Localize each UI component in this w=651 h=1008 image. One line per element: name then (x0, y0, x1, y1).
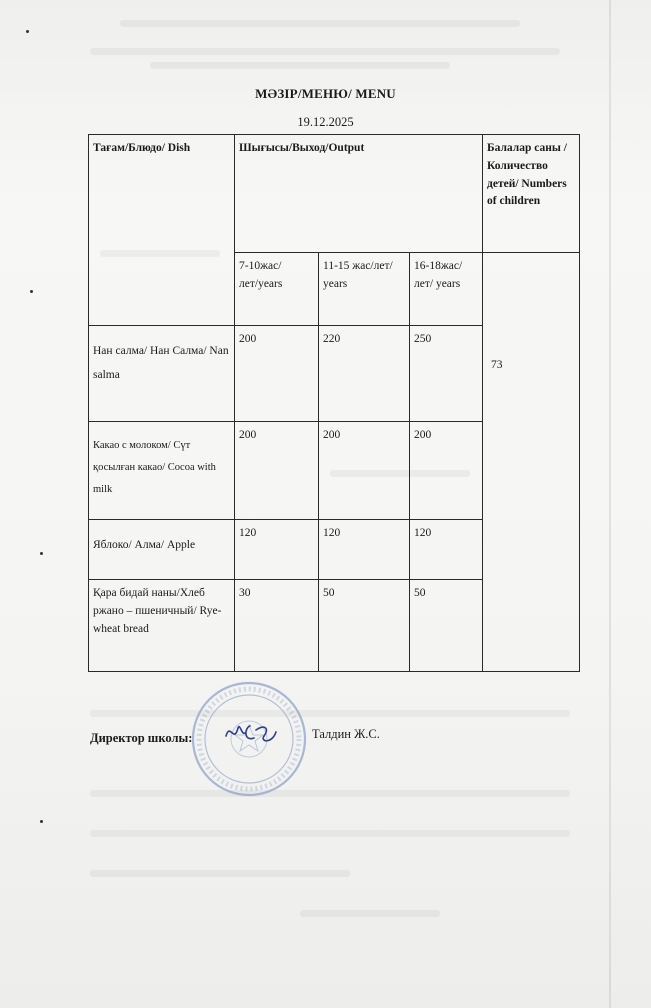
value-7-10: 200 (235, 422, 319, 520)
menu-table (88, 134, 580, 672)
value-16-18: 200 (410, 422, 483, 520)
director-signature (220, 718, 280, 748)
age-group-11-15: 11-15 жас/лет/ years (319, 253, 410, 326)
header-output: Шығысы/Выход/Output (235, 135, 483, 253)
menu-title: МӘЗІР/МЕНЮ/ MENU (255, 86, 396, 101)
dish-name: Қара бидай наны/Хлеб ржано – пшеничный/ Rye-wheat bread (89, 580, 235, 672)
children-count: 73 (491, 359, 503, 371)
header-dish: Тағам/Блюдо/ Dish (89, 135, 235, 326)
dish-name: Какао с молоком/ Сүт қосылған какао/ Cocoa with milk (89, 422, 235, 520)
dish-name: Нан салма/ Нан Салма/ Nan salma (89, 326, 235, 422)
age-group-16-18: 16-18жас/лет/ years (410, 253, 483, 326)
value-7-10: 120 (235, 520, 319, 580)
value-11-15: 220 (319, 326, 410, 422)
age-group-7-10: 7-10жас/лет/years (235, 253, 319, 326)
dish-name: Яблоко/ Алма/ Apple (89, 520, 235, 580)
director-name: Талдин Ж.С. (312, 727, 380, 741)
value-11-15: 120 (319, 520, 410, 580)
value-16-18: 120 (410, 520, 483, 580)
value-16-18: 250 (410, 326, 483, 422)
value-7-10: 30 (235, 580, 319, 672)
value-7-10: 200 (235, 326, 319, 422)
value-11-15: 200 (319, 422, 410, 520)
header-children: Балалар саны /Количество детей/ Numbers of children (483, 135, 580, 253)
menu-date: 19.12.2025 (297, 115, 354, 129)
value-11-15: 50 (319, 580, 410, 672)
value-16-18: 50 (410, 580, 483, 672)
children-count-cell (483, 253, 580, 672)
director-label: Директор школы: (90, 731, 193, 745)
